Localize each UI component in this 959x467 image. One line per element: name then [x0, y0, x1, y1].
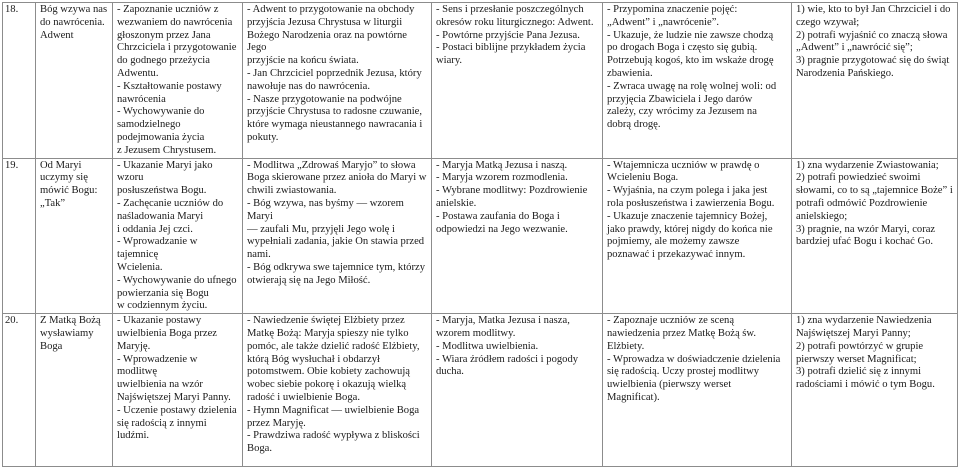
lesson-goals: - Ukazanie postawy uwielbienia Boga przez Maryję. - Wprowadzenie w modlitwę uwielbienia na wzór Najświętszej Maryi Panny. - Uczenie postawy dzielenia się radością z innymi ludźmi.	[113, 314, 243, 467]
lesson-content: - Nawiedzenie świętej Elżbiety przez Matkę Bożą: Maryja spieszy nie tylko pomóc, ale także dzielić radość Elżbiety, którą Bóg wysłuchał i obdarzył potomstwem. Obie kobiety zachowują wobec siebie pokorę i okazują wielką radość i uwielbienie Boga. - Hymn Magnificat — uwielbienie Boga przez Maryję. - Prawdziwa radość wypływa z bliskości Boga.	[243, 314, 432, 467]
lesson-number: 18.	[3, 3, 36, 159]
table-row	[3, 314, 958, 467]
lesson-outcomes: 1) zna wydarzenie Nawiedzenia Najświętszej Maryi Panny; 2) potrafi powtórzyć w grupie pierwszy werset Magnificat; 3) potrafi dzielić się z innymi radościami i mówić o tym Bogu.	[792, 314, 958, 467]
lesson-plan-table	[2, 2, 958, 467]
lesson-outcomes: 1) zna wydarzenie Zwiastowania; 2) potrafi powiedzieć swoimi słowami, co to są „tajemnice Boże” i potrafi odmówić Pozdrowienie anielskiego; 3) pragnie, na wzór Maryi, coraz bardziej ufać Bogu i kochać Go.	[792, 158, 958, 314]
table-row	[3, 158, 958, 314]
lesson-methods: - Zapoznaje uczniów ze sceną nawiedzenia przez Matkę Bożą św. Elżbiety. - Wprowadza w doświadczenie dzielenia się radością. Uczy prostej modlitwy uwielbienia (pierwszy werset Magnificat).	[603, 314, 792, 467]
lesson-knowledge: - Maryja Matką Jezusa i naszą. - Maryja wzorem rozmodlenia. - Wybrane modlitwy: Pozdrowienie anielskie. - Postawa zaufania do Boga i odpowiedzi na Jego wezwanie.	[432, 158, 603, 314]
lesson-knowledge: - Maryja, Matka Jezusa i nasza, wzorem modlitwy. - Modlitwa uwielbienia. - Wiara źródłem radości i pogody ducha.	[432, 314, 603, 467]
lesson-goals: - Zapoznanie uczniów z wezwaniem do nawrócenia głoszonym przez Jana Chrzciciela i przygotowanie do godnego przeżycia Adwentu. - Kształtowanie postawy nawrócenia - Wychowywanie do samodzielnego podejmowania życia z Jezusem Chrystusem.	[113, 3, 243, 159]
lesson-knowledge: - Sens i przesłanie poszczególnych okresów roku liturgicznego: Adwent. - Powtórne przyjście Pana Jezusa. - Postaci biblijne przykładem życia wiary.	[432, 3, 603, 159]
lesson-content: - Modlitwa „Zdrowaś Maryjo” to słowa Boga skierowane przez anioła do Maryi w chwili zwiastowania. - Bóg wzywa, nas byśmy — wzorem Maryi — zaufali Mu, przyjęli Jego wolę i wypełniali zadania, jakie On stawia przed nami. - Bóg odkrywa swe tajemnice tym, którzy otwierają się na Jego Miłość.	[243, 158, 432, 314]
lesson-number: 20.	[3, 314, 36, 467]
lesson-topic: Bóg wzywa nas do nawrócenia. Adwent	[36, 3, 113, 159]
lesson-methods: - Przypomina znaczenie pojęć: „Adwent” i „nawrócenie”. - Ukazuje, że ludzie nie zawsze chodzą po drogach Boga i często się gubią. Potrzebują kogoś, kto im wskaże drogę zbawienia. - Zwraca uwagę na rolę wolnej woli: od przyjęcia Zbawiciela i Jego darów zależy, czy wrócimy za Jezusem na dobrą drogę.	[603, 3, 792, 159]
lesson-topic: Od Maryi uczymy się mówić Bogu: „Tak”	[36, 158, 113, 314]
lesson-outcomes: 1) wie, kto to był Jan Chrzciciel i do czego wzywał; 2) potrafi wyjaśnić co znaczą słowa „Adwent” i „nawrócić się”; 3) pragnie przygotować się do świąt Narodzenia Pańskiego.	[792, 3, 958, 159]
lesson-content: - Adwent to przygotowanie na obchody przyjścia Jezusa Chrystusa w liturgii Bożego Narodzenia oraz na powtórne Jego przyjście na końcu świata. - Jan Chrzciciel poprzednik Jezusa, który nawołuje nas do nawrócenia. - Nasze przygotowanie na podwójne przyjście Chrystusa to radosne czuwanie, które wymaga nieustannego nawracania i pokuty.	[243, 3, 432, 159]
lesson-methods: - Wtajemnicza uczniów w prawdę o Wcieleniu Boga. - Wyjaśnia, na czym polega i jaka jest rola posłuszeństwa i zawierzenia Bogu. - Ukazuje znaczenie tajemnicy Bożej, jako prawdy, której nigdy do końca nie pojmiemy, ale możemy zawsze poznawać i przekazywać innym.	[603, 158, 792, 314]
lesson-number: 19.	[3, 158, 36, 314]
table-row	[3, 3, 958, 159]
lesson-goals: - Ukazanie Maryi jako wzoru posłuszeństwa Bogu. - Zachęcanie uczniów do naśladowania Maryi i oddania Jej czci. - Wprowadzanie w tajemnicę Wcielenia. - Wychowywanie do ufnego powierzania się Bogu w codziennym życiu.	[113, 158, 243, 314]
lesson-topic: Z Matką Bożą wysławiamy Boga	[36, 314, 113, 467]
